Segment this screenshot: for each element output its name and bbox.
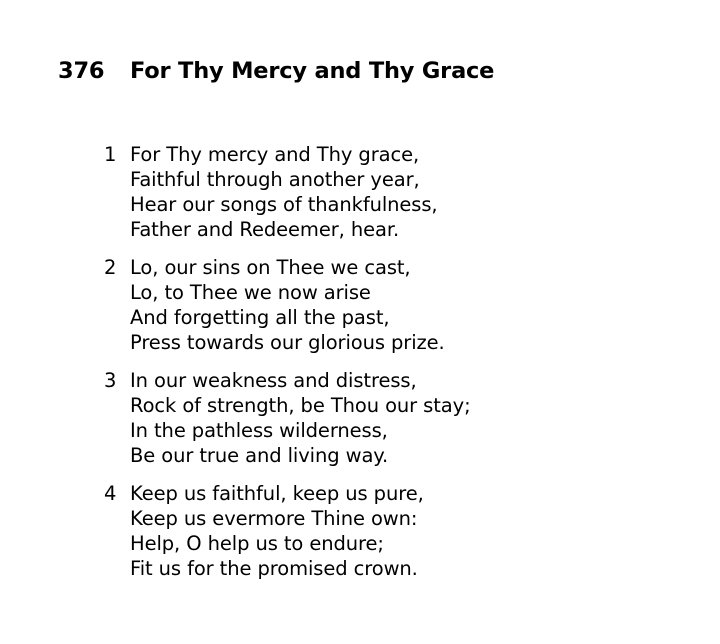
hymn-number: 376: [58, 58, 105, 84]
verse-3: [104, 368, 471, 468]
verse-line: Lo, to Thee we now arise: [130, 281, 371, 304]
verse-line: In the pathless wilderness,: [130, 419, 388, 442]
verse-line: Keep us faithful, keep us pure,: [130, 482, 424, 505]
verse-line: Faithful through another year,: [130, 168, 420, 191]
verse-line: For Thy mercy and Thy grace,: [130, 143, 420, 166]
verse-line: Fit us for the promised crown.: [130, 557, 418, 580]
verse-2: [104, 255, 471, 355]
verse-lines: [130, 481, 424, 581]
verse-number: 4: [104, 482, 117, 505]
verse-line: And forgetting all the past,: [130, 306, 390, 329]
verse-lines: [130, 142, 438, 242]
verse-line: Lo, our sins on Thee we cast,: [130, 256, 411, 279]
verse-line: Keep us evermore Thine own:: [130, 507, 418, 530]
verse-line: Be our true and living way.: [130, 444, 389, 467]
verse-line: Father and Redeemer, hear.: [130, 218, 400, 241]
hymn-title: For Thy Mercy and Thy Grace: [130, 58, 495, 84]
verse-1: [104, 142, 471, 242]
verse-line: Hear our songs of thankfulness,: [130, 193, 438, 216]
hymn-header: [58, 58, 494, 88]
verse-number: 1: [104, 143, 117, 166]
verse-4: [104, 481, 471, 581]
verses: [104, 142, 471, 594]
verse-lines: [130, 255, 445, 355]
verse-line: Rock of strength, be Thou our stay;: [130, 394, 471, 417]
verse-line: Press towards our glorious prize.: [130, 331, 445, 354]
verse-lines: [130, 368, 471, 468]
verse-number: 2: [104, 256, 117, 279]
verse-line: Help, O help us to endure;: [130, 532, 384, 555]
verse-line: In our weakness and distress,: [130, 369, 417, 392]
verse-number: 3: [104, 369, 117, 392]
